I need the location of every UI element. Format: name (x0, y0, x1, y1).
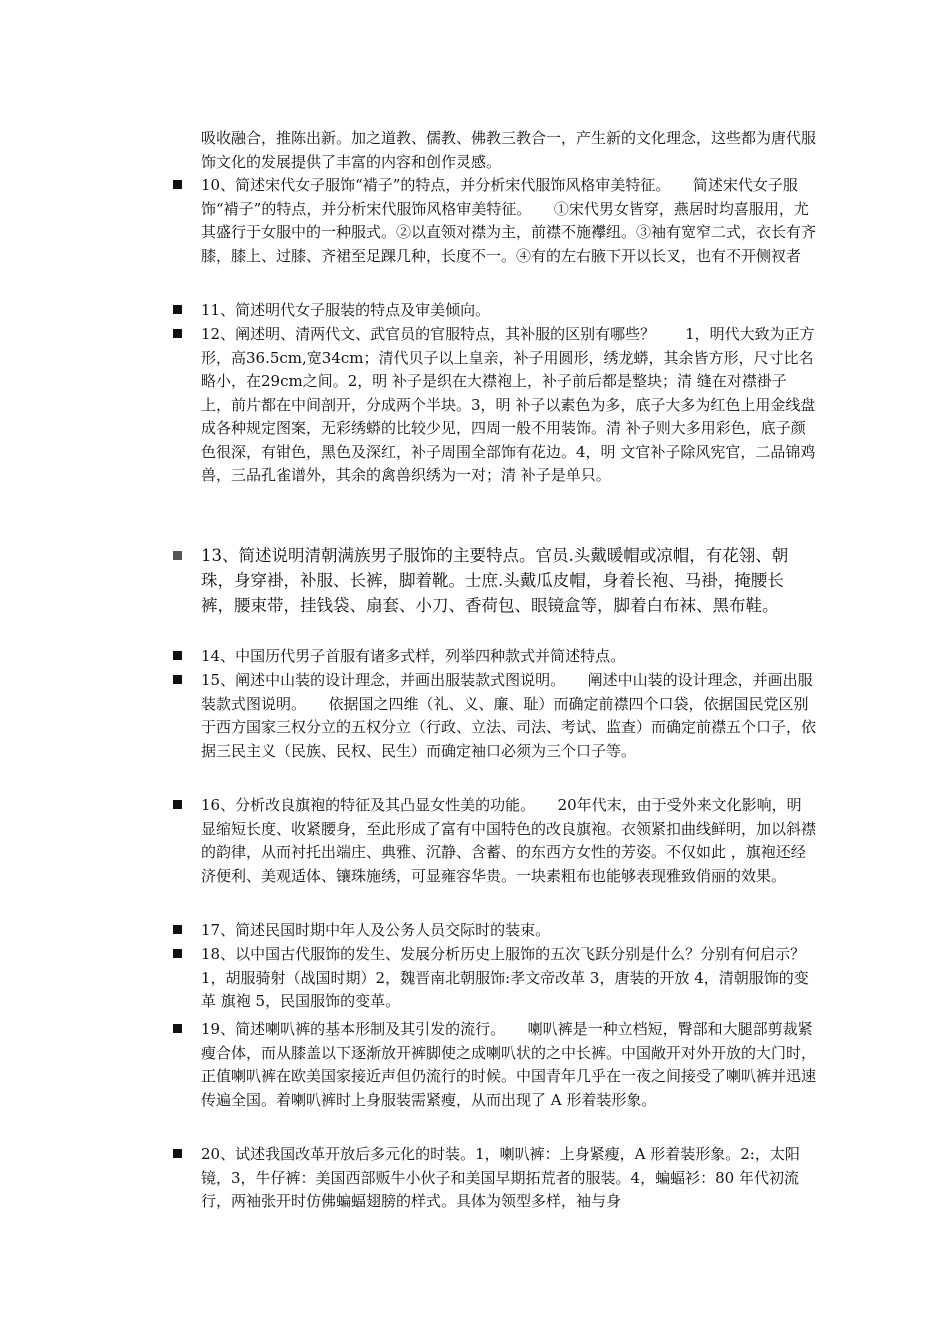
square-bullet-icon (173, 305, 182, 314)
list-item-10 (201, 174, 816, 268)
list-item-text: 14、中国历代男子首服有诸多式样，列举四种款式并简述特点。 (201, 647, 626, 665)
square-bullet-icon (173, 949, 182, 958)
continuation-paragraph (201, 127, 816, 174)
square-bullet-icon (173, 800, 182, 809)
list-item-16 (201, 794, 816, 888)
list-item-text: 11、简述明代女子服装的特点及审美倾向。 (201, 301, 491, 319)
list-item-13 (201, 543, 816, 618)
square-bullet-icon (173, 651, 182, 660)
square-bullet-icon (173, 180, 182, 189)
list-item-text: 18、以中国古代服饰的发生、发展分析历史上服饰的五次飞跃分别是什么？分别有何启示？ 1，胡服骑射（战国时期）2，魏晋南北朝服饰:孝文帝改革 3，唐装的开放 4，清朝服饰的变革 旗袍 5，民国服饰的变革。 (201, 945, 836, 1010)
list-item-text: 17、简述民国时期中年人及公务人员交际时的装束。 (201, 921, 551, 939)
list-item-text: 13、简述说明清朝满族男子服饰的主要特点。官员.头戴暖帽或凉帽，有花翎、朝珠，身穿褂，补服、长裤，脚着靴。士庶.头戴瓜皮帽，身着长袍、马褂，掩腰长裤，腰束带，挂钱袋、扇套、小刀、香荷包、眼镜盒等，脚着白布袜、黑布鞋。 (201, 546, 789, 615)
square-bullet-icon (173, 925, 182, 934)
list-item-20 (201, 1143, 816, 1214)
list-item-text: 15、阐述中山装的设计理念，并画出服装款式图说明。 阐述中山装的设计理念，并画出服装款式图说明。 依据国之四维（礼、义、廉、耻）而确定前襟四个口袋，依据国民党区别于西方国家三权分立的五权分立（行政、立法、司法、考试、监查）而确定前襟五个口子，依据三民主义（民族、民权、民生）而确定袖口必须为三个口子等。 (201, 671, 817, 760)
list-item-text: 19、简述喇叭裤的基本形制及其引发的流行。 喇叭裤是一种立档短，臀部和大腿部剪裁紧瘦合体，而从膝盖以下逐渐放开裤脚使之成喇叭状的之中长裤。中国敞开对外开放的大门时，正值喇叭裤在欧美国家接近声但仍流行的时候。中国青年几乎在一夜之间接受了喇叭裤并迅速传遍全国。着喇叭裤时上身服装需紧瘦，从而出现了 A 形着装形象。 (201, 1020, 817, 1109)
list-item-text: 12、阐述明、清两代文、武官员的官服特点，其补服的区别有哪些？ 1，明代大致为正方形，高36.5cm,宽34cm；清代贝子以上皇亲，补子用圆形，绣龙蟒，其余皆方形，尺寸比名略小，在29cm之间。2，明 补子是织在大襟袍上，补子前后都是整块；清 缝在对襟褂子上，前片都在中间剖开，分成两个半块。3，明 补子以素色为多，底子大多为红色上用金线盘成各种规定图案，无彩绣蟒的比较少见，四周一般不用装饰。清 补子则大多用彩色，底子颜色很深，有钳色，黑色及深红，补子周围全部饰有花边。4，明 文官补子除风宪官，二品锦鸡兽，三品孔雀谱外，其余的禽兽织绣为一对；清 补子是单只。 (201, 325, 816, 484)
list-item-text: 20、试述我国改革开放后多元化的时装。1，喇叭裤：上身紧瘦，A 形着装形象。2:，太阳镜，3，牛仔裤：美国西部贩牛小伙子和美国早期拓荒者的服装。4，蝙蝠衫：80 年代初流行，两袖张开时仿佛蝙蝠翅膀的样式。具体为领型多样，袖与身 (201, 1145, 800, 1210)
list-item-17 (201, 919, 816, 943)
list-item-14 (201, 645, 816, 669)
continuation-text: 吸收融合，推陈出新。加之道教、儒教、佛教三教合一，产生新的文化理念，这些都为唐代服饰文化的发展提供了丰富的内容和创作灵感。 (201, 129, 817, 171)
list-item-19 (201, 1018, 816, 1112)
square-bullet-icon (173, 1024, 182, 1033)
square-bullet-icon (173, 1149, 182, 1158)
list-item-15 (201, 669, 816, 763)
square-bullet-icon (173, 551, 182, 560)
list-item-18 (201, 943, 836, 1014)
square-bullet-icon (173, 329, 182, 338)
list-item-text: 10、简述宋代女子服饰“褙子”的特点，并分析宋代服饰风格审美特征。 简述宋代女子服饰“褙子”的特点，并分析宋代服饰风格审美特征。 ①宋代男女皆穿，燕居时均喜服用，尤其盛行于女服中的一种服式。②以直领对襟为主，前襟不施襻纽。③袖有宽窄二式，衣长有齐膝，膝上、过膝、齐裙至足踝几种，长度不一。④有的左右腋下开以长叉，也有不开侧衩者 (201, 176, 817, 265)
square-bullet-icon (173, 675, 182, 684)
list-item-11 (201, 299, 816, 323)
list-item-12 (201, 323, 816, 488)
list-item-text: 16、分析改良旗袍的特征及其凸显女性美的功能。 20年代末，由于受外来文化影响，明显缩短长度、收紧腰身，至此形成了富有中国特色的改良旗袍。衣领紧扣曲线鲜明，加以斜襟的韵律，从而衬托出端庄、典雅、沉静、含蓄、的东西方女性的芳姿。不仅如此 ，旗袍还经济便利、美观适体、镶珠施绣，可显雍容华贵。一块素粗布也能够表现雅致俏丽的效果。 (201, 796, 817, 885)
